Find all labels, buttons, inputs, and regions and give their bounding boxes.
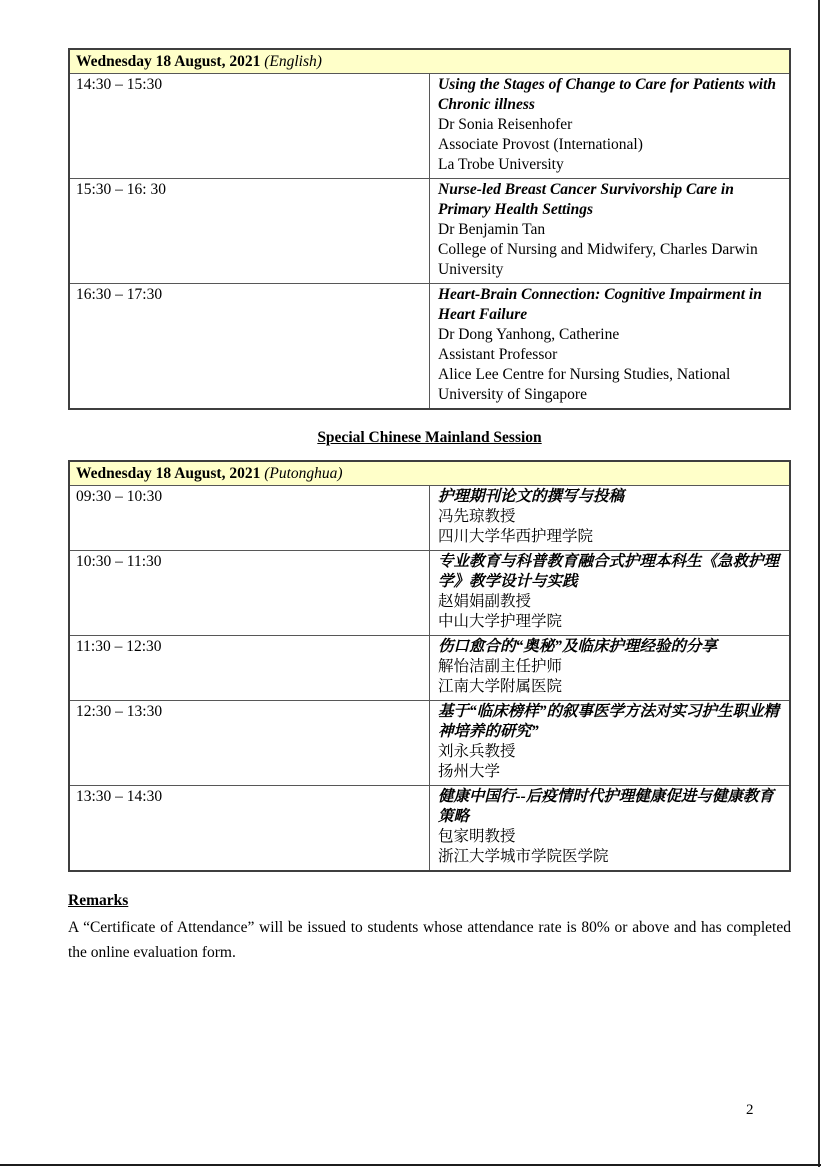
session-detail-line: La Trobe University: [438, 156, 564, 173]
session-details: [430, 701, 791, 786]
session-time: 14:30 – 15:30: [69, 74, 430, 179]
session-time: 12:30 – 13:30: [69, 701, 430, 786]
session-detail-line: 包家明教授: [438, 828, 516, 845]
session-detail-line: College of Nursing and Midwifery, Charles Darwin University: [438, 241, 758, 278]
session-detail-line: Dr Benjamin Tan: [438, 221, 546, 238]
session-details: [430, 786, 791, 872]
session-row: [69, 486, 790, 551]
remarks-heading: Remarks: [68, 892, 129, 909]
session-row: [69, 786, 790, 872]
session-row: [69, 636, 790, 701]
session-detail-line: Dr Sonia Reisenhofer: [438, 116, 573, 133]
session-row: [69, 551, 790, 636]
session-detail-line: 赵娟娟副教授: [438, 593, 532, 610]
session-detail-line: Dr Dong Yanhong, Catherine: [438, 326, 620, 343]
session-row: [69, 284, 790, 410]
session-time: 09:30 – 10:30: [69, 486, 430, 551]
session-row: [69, 74, 790, 179]
remarks-body: A “Certificate of Attendance” will be issued to students whose attendance rate is 80% or above and has completed the online evaluation form.: [68, 919, 791, 961]
session-title: 健康中国行--后疫情时代护理健康促进与健康教育策略: [438, 788, 774, 825]
session-time: 10:30 – 11:30: [69, 551, 430, 636]
page-right-edge: [818, 0, 820, 1167]
session-detail-line: 中山大学护理学院: [438, 613, 563, 630]
session-time: 13:30 – 14:30: [69, 786, 430, 872]
session-title: Nurse-led Breast Cancer Survivorship Care in Primary Health Settings: [438, 181, 734, 218]
session-detail-line: 扬州大学: [438, 763, 501, 780]
table-language: (Putonghua): [264, 465, 343, 482]
remarks-section: [68, 892, 791, 965]
session-title: 基于“临床榜样”的叙事医学方法对实习护生职业精神培养的研究”: [438, 703, 780, 740]
session-title: 专业教育与科普教育融合式护理本科生《急救护理学》教学设计与实践: [438, 553, 780, 590]
table-header-row: [69, 49, 790, 74]
session-details: [430, 486, 791, 551]
session-time: 15:30 – 16: 30: [69, 179, 430, 284]
session-detail-line: 江南大学附属医院: [438, 678, 563, 695]
page-content: [68, 48, 791, 965]
session-detail-line: 浙江大学城市学院医学院: [438, 848, 609, 865]
table-header-row: [69, 461, 790, 486]
session-details: [430, 179, 791, 284]
table-date-header: [69, 461, 790, 486]
session-title: Heart-Brain Connection: Cognitive Impairment in Heart Failure: [438, 286, 762, 323]
english-session-table: [68, 48, 791, 410]
putonghua-session-table: [68, 460, 791, 872]
session-row: [69, 701, 790, 786]
session-title: 护理期刊论文的撰写与投稿: [438, 488, 625, 505]
session-detail-line: 冯先琼教授: [438, 508, 516, 525]
session-detail-line: 四川大学华西护理学院: [438, 528, 594, 545]
session-details: [430, 284, 791, 410]
session-time: 16:30 – 17:30: [69, 284, 430, 410]
page-bottom-edge: [0, 1164, 821, 1166]
session-time: 11:30 – 12:30: [69, 636, 430, 701]
session-title: Using the Stages of Change to Care for Patients with Chronic illness: [438, 76, 777, 113]
session-title: 伤口愈合的“奥秘”及临床护理经验的分享: [438, 638, 718, 655]
section-heading: Special Chinese Mainland Session: [317, 429, 542, 446]
session-detail-line: Associate Provost (International): [438, 136, 643, 153]
table-date: Wednesday 18 August, 2021: [76, 53, 261, 70]
session-detail-line: Assistant Professor: [438, 346, 558, 363]
table-language: (English): [264, 53, 322, 70]
session-row: [69, 179, 790, 284]
session-details: [430, 74, 791, 179]
session-details: [430, 636, 791, 701]
session-details: [430, 551, 791, 636]
session-detail-line: 解怡洁副主任护师: [438, 658, 563, 675]
table-date-header: [69, 49, 790, 74]
session-detail-line: 刘永兵教授: [438, 743, 516, 760]
page-number: 2: [746, 1102, 754, 1118]
session-detail-line: Alice Lee Centre for Nursing Studies, National University of Singapore: [438, 366, 731, 403]
table-date: Wednesday 18 August, 2021: [76, 465, 261, 482]
